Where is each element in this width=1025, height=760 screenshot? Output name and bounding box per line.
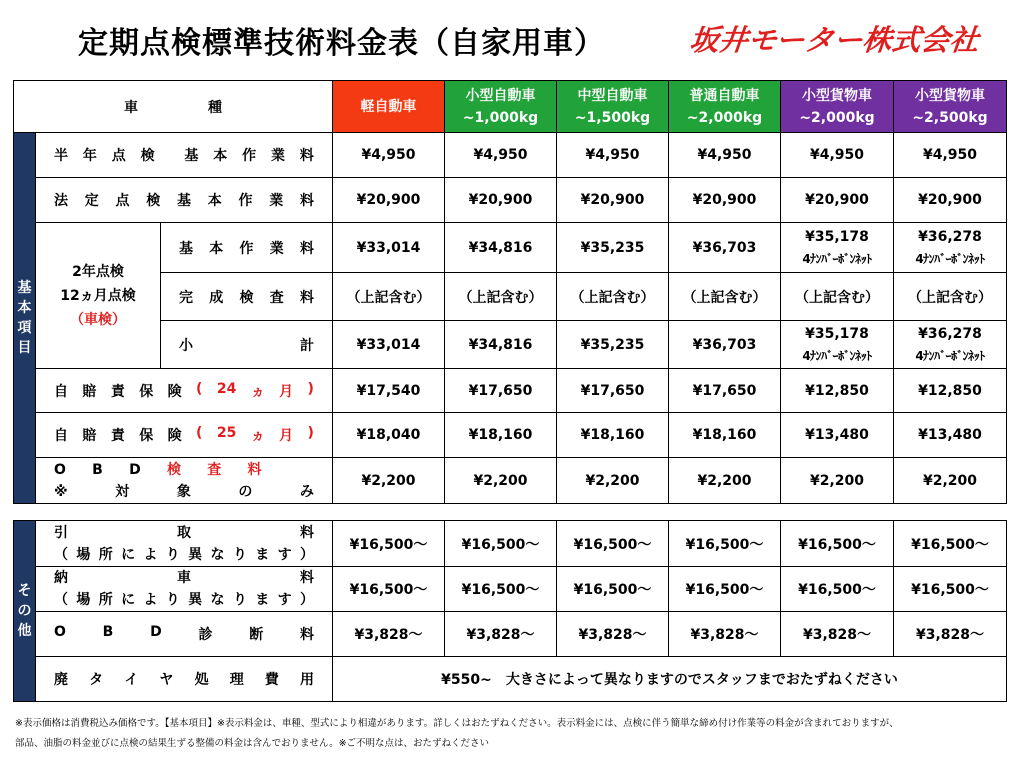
price-cell: ¥16,500～ bbox=[669, 521, 781, 567]
price-cell: ¥20,900 bbox=[781, 178, 894, 223]
price-cell: ¥3,828～ bbox=[669, 612, 781, 657]
price-cell: ¥18,160 bbox=[445, 413, 557, 458]
obd-diagnosis-label: O B D 診 断 料 bbox=[36, 612, 333, 657]
price-cell: ¥18,160 bbox=[669, 413, 781, 458]
price-cell: ¥4,950 bbox=[894, 133, 1007, 178]
price-cell: ¥36,278 4ﾅﾝﾊﾞｰﾎﾞﾝﾈｯﾄ bbox=[894, 321, 1007, 369]
price-cell: ¥2,200 bbox=[669, 458, 781, 504]
header-row bbox=[14, 81, 1007, 133]
delivery-fee-label: 納 車 料 （ 場 所 に よ り 異 な り ま す ） bbox=[36, 567, 333, 612]
table-row-tire-disposal bbox=[14, 657, 1007, 702]
price-cell: ¥2,200 bbox=[557, 458, 669, 504]
price-cell: ¥33,014 bbox=[333, 321, 445, 369]
price-cell: （上記含む） bbox=[894, 273, 1007, 321]
tire-disposal-label: 廃 タ イ ヤ 処 理 費 用 bbox=[36, 657, 333, 702]
price-cell: ¥20,900 bbox=[669, 178, 781, 223]
price-cell: （上記含む） bbox=[557, 273, 669, 321]
price-cell: ¥12,850 bbox=[781, 369, 894, 413]
price-cell: ¥16,500～ bbox=[445, 567, 557, 612]
table-row-delivery bbox=[14, 567, 1007, 612]
price-cell: ¥4,950 bbox=[445, 133, 557, 178]
half-year-label: 半 年 点 検 基 本 作 業 料 bbox=[36, 133, 333, 178]
price-cell: ¥36,703 bbox=[669, 321, 781, 369]
price-cell: ¥20,900 bbox=[445, 178, 557, 223]
table-row-half-year bbox=[14, 133, 1007, 178]
price-cell: ¥35,178 4ﾅﾝﾊﾞｰﾎﾞﾝﾈｯﾄ bbox=[781, 223, 894, 273]
table-row-insurance-24 bbox=[14, 369, 1007, 413]
price-cell: （上記含む） bbox=[781, 273, 894, 321]
price-cell: ¥18,160 bbox=[557, 413, 669, 458]
insurance-24-label: 自 賠 責 保 険 ( 24 ヵ 月 ) bbox=[36, 369, 333, 413]
price-cell: ¥4,950 bbox=[781, 133, 894, 178]
price-cell: ¥20,900 bbox=[557, 178, 669, 223]
col-small-header: 小型自動車 ~1,000kg bbox=[445, 81, 557, 133]
price-cell: ¥4,950 bbox=[669, 133, 781, 178]
price-cell: ¥2,200 bbox=[445, 458, 557, 504]
price-cell: ¥13,480 bbox=[894, 413, 1007, 458]
subtotal-label: 小 計 bbox=[161, 321, 333, 369]
price-cell: ¥36,278 4ﾅﾝﾊﾞｰﾎﾞﾝﾈｯﾄ bbox=[894, 223, 1007, 273]
price-cell: ¥16,500～ bbox=[333, 567, 445, 612]
tire-disposal-value: ¥550~ 大きさによって異なりますのでスタッフまでおたずねください bbox=[333, 657, 1007, 702]
price-cell: ¥2,200 bbox=[894, 458, 1007, 504]
price-cell: ¥34,816 bbox=[445, 223, 557, 273]
table-row-legal bbox=[14, 178, 1007, 223]
price-cell: ¥2,200 bbox=[781, 458, 894, 504]
price-cell: ¥4,950 bbox=[333, 133, 445, 178]
col-normal-header: 普通自動車 ~2,000kg bbox=[669, 81, 781, 133]
legal-inspection-label: 法 定 点 検 基 本 作 業 料 bbox=[36, 178, 333, 223]
col-cargo-2500-header: 小型貨物車 ~2,500kg bbox=[894, 81, 1007, 133]
price-cell: ¥3,828～ bbox=[557, 612, 669, 657]
price-cell: ¥16,500～ bbox=[557, 521, 669, 567]
price-cell: ¥13,480 bbox=[781, 413, 894, 458]
price-cell: ¥16,500～ bbox=[781, 521, 894, 567]
price-cell: ¥35,235 bbox=[557, 321, 669, 369]
vehicle-type-header: 車 種 bbox=[14, 81, 333, 133]
price-cell: ¥12,850 bbox=[894, 369, 1007, 413]
price-cell: ¥18,040 bbox=[333, 413, 445, 458]
price-cell: ¥36,703 bbox=[669, 223, 781, 273]
two-year-inspection-label: 2年点検 12ヵ月点検 （車検） bbox=[36, 223, 161, 369]
price-cell: ¥35,178 4ﾅﾝﾊﾞｰﾎﾞﾝﾈｯﾄ bbox=[781, 321, 894, 369]
price-cell: （上記含む） bbox=[333, 273, 445, 321]
price-cell: ¥20,900 bbox=[333, 178, 445, 223]
basic-work-label: 基 本 作 業 料 bbox=[161, 223, 333, 273]
price-cell: ¥16,500～ bbox=[894, 521, 1007, 567]
price-cell: ¥16,500～ bbox=[781, 567, 894, 612]
footnote-line-1: ※表示価格は消費税込み価格です。【基本項目】※表示料金は、車種、型式により相違があります。詳しくはおたずねください。表示料金には、点検に伴う簡単な締め付け作業等の料金が含まれておりますが、 bbox=[15, 718, 899, 729]
price-cell: ¥3,828～ bbox=[894, 612, 1007, 657]
basic-items-table bbox=[13, 80, 1007, 504]
price-cell: （上記含む） bbox=[445, 273, 557, 321]
col-kei-header: 軽自動車 bbox=[333, 81, 445, 133]
price-cell: ¥3,828～ bbox=[333, 612, 445, 657]
price-cell: ¥17,650 bbox=[445, 369, 557, 413]
price-cell: ¥16,500～ bbox=[669, 567, 781, 612]
price-cell: ¥16,500～ bbox=[557, 567, 669, 612]
col-cargo-2000-header: 小型貨物車 ~2,000kg bbox=[781, 81, 894, 133]
table-row-subtotal bbox=[14, 321, 1007, 369]
table-row-insurance-25 bbox=[14, 413, 1007, 458]
price-cell: ¥17,650 bbox=[669, 369, 781, 413]
pickup-fee-label: 引 取 料 （ 場 所 に よ り 異 な り ま す ） bbox=[36, 521, 333, 567]
price-cell: ¥35,235 bbox=[557, 223, 669, 273]
price-cell: ¥20,900 bbox=[894, 178, 1007, 223]
footnote-line-2: 部品、油脂の料金並びに点検の結果生ずる整備の料金は含んでおりません。※ご不明な点は、おたずねください bbox=[15, 738, 490, 749]
price-cell: ¥16,500～ bbox=[333, 521, 445, 567]
table-row-basic-work bbox=[14, 223, 1007, 273]
page-title: 定期点検標準技術料金表（自家用車） bbox=[78, 26, 605, 61]
price-cell: ¥16,500～ bbox=[445, 521, 557, 567]
footnote bbox=[15, 714, 1015, 754]
other-items-side-label: そ の 他 bbox=[14, 521, 36, 702]
price-cell: ¥3,828～ bbox=[445, 612, 557, 657]
company-logo-text: 坂井モーター株式会社 bbox=[688, 23, 981, 57]
price-cell: ¥16,500～ bbox=[894, 567, 1007, 612]
price-cell: （上記含む） bbox=[669, 273, 781, 321]
price-cell: ¥17,650 bbox=[557, 369, 669, 413]
price-cell: ¥33,014 bbox=[333, 223, 445, 273]
price-cell: ¥4,950 bbox=[557, 133, 669, 178]
insurance-25-label: 自 賠 責 保 険 ( 25 ヵ 月 ) bbox=[36, 413, 333, 458]
basic-items-side-label: 基 本 項 目 bbox=[14, 133, 36, 504]
table-row-obd-diagnosis bbox=[14, 612, 1007, 657]
col-medium-header: 中型自動車 ~1,500kg bbox=[557, 81, 669, 133]
price-cell: ¥17,540 bbox=[333, 369, 445, 413]
obd-inspection-label: O B D 検 査 料 ※ 対 象 の み bbox=[36, 458, 333, 504]
price-cell: ¥3,828～ bbox=[781, 612, 894, 657]
table-row-obd bbox=[14, 458, 1007, 504]
table-row-inspection bbox=[14, 273, 1007, 321]
other-items-table bbox=[13, 520, 1007, 702]
inspection-fee-label: 完 成 検 査 料 bbox=[161, 273, 333, 321]
price-cell: ¥34,816 bbox=[445, 321, 557, 369]
table-row-pickup bbox=[14, 521, 1007, 567]
price-cell: ¥2,200 bbox=[333, 458, 445, 504]
